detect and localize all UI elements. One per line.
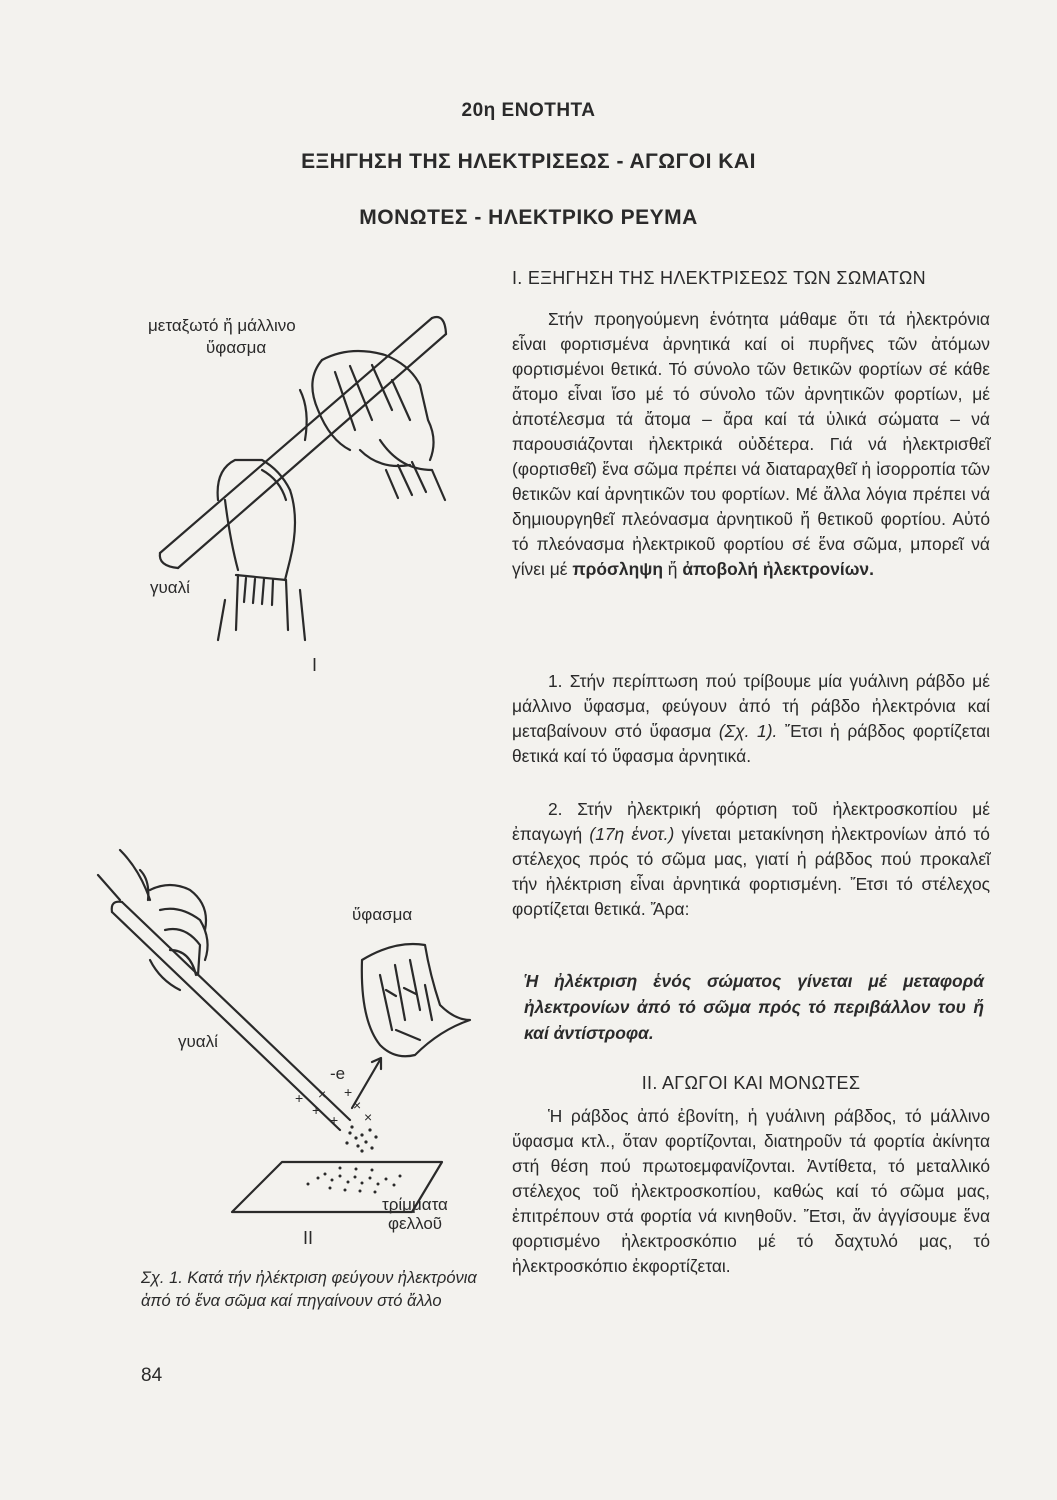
label-cloth-bottom: ὕφασμα — [352, 905, 413, 924]
item-2-tail: γίνεται μετακίνηση ἠλεκτρονίων ἀπό τό στέλεχος πρός τό σῶμα μας, γιατί ἡ ράβδος πού προκαλεῖ τήν ἠλέκτριση εἶναι ἀρνητικά φορτισμένη. Ἔτσι τό στέλεχος φορτίζεται θετικά. Ἄρα: — [512, 824, 990, 919]
intro-paragraph — [512, 307, 990, 582]
figure-part-i: I — [312, 655, 318, 675]
section-1-intro — [512, 307, 990, 582]
chapter-title-line-2: ΜΟΝΩΤΕΣ - ΗΛΕΚΤΡΙΚΟ ΡΕΥΜΑ — [359, 206, 698, 229]
svg-text:×: × — [318, 1086, 327, 1102]
figure-part-ii: II — [303, 1228, 314, 1248]
label-cloth-top: ὕφασμα — [206, 338, 267, 357]
hand-gripping-rod-illustration — [218, 460, 305, 640]
item-1-figure-ref: (Σχ. 1). — [718, 721, 778, 741]
item-1-paragraph — [512, 669, 990, 769]
glass-rod-top-illustration — [160, 317, 446, 568]
hand-with-cloth-illustration — [300, 351, 445, 500]
cork-particles — [307, 1125, 402, 1193]
intro-mid: ἤ — [667, 559, 678, 579]
key-rule: Ἡ ἠλέκτριση ἑνός σώματος γίνεται μέ μεταφορά ἠλεκτρονίων ἀπό τό σῶμα πρός τό περιβάλλον του ἤ καί ἀντίστροφα. — [524, 971, 984, 1043]
item-2-text: 2. Στήν ἠλεκτρική φόρτιση τοῦ ἠλεκτροσκοπίου μέ ἐπαγωγή — [512, 799, 990, 844]
page-number: 84 — [141, 1365, 163, 1386]
svg-text:+: + — [330, 1112, 339, 1128]
item-2 — [512, 797, 990, 922]
label-electron: -e — [330, 1064, 346, 1083]
svg-text:+: + — [295, 1090, 304, 1106]
svg-text:+: + — [344, 1084, 353, 1100]
label-glass-bottom: γυαλί — [178, 1032, 218, 1051]
glass-rod-bottom-illustration — [112, 902, 353, 1130]
svg-text:+: + — [312, 1102, 321, 1118]
section-1-heading: Ι. ΕΞΗΓΗΣΗ ΤΗΣ ΗΛΕΚΤΡΙΣΕΩΣ ΤΩΝ ΣΩΜΑΤΩΝ — [512, 268, 926, 288]
unit-heading: 20η ΕΝΟΤΗΤΑ — [461, 100, 596, 121]
svg-text:×: × — [353, 1097, 362, 1113]
figure-caption: Σχ. 1. Κατά τήν ἠλέκτριση φεύγουν ἠλεκτρόνια ἀπό τό ἕνα σῶμα καί πηγαίνουν στό ἄλλο — [141, 1269, 477, 1310]
label-glass-top: γυαλί — [150, 578, 190, 597]
item-2-unit-ref: (17η ἑνοτ.) — [589, 824, 675, 844]
section-2-body — [512, 1104, 990, 1279]
intro-bold-a: πρόσληψη — [572, 559, 663, 579]
item-1-text: 1. Στήν περίπτωση πού τρίβουμε μία γυάλινη ράβδο μέ μάλλινο ὕφασμα, φεύγουν ἀπό τή ράβδο ἠλεκτρόνια καί μεταβαίνουν στό ὕφασμα — [512, 671, 990, 741]
cloth-piece-illustration — [362, 944, 470, 1056]
section-2-paragraph: Ἡ ράβδος ἀπό ἐβονίτη, ἡ γυάλινη ράβδος, τό μάλλινο ὕφασμα κτλ., ὅταν φορτίζονται, διατηροῦν τά φορτία ἀκίνητα στή θέση πού πρωτοεμφανίζονται. Ἀντίθετα, τό μεταλλικό στέλεχος τοῦ ἠλεκτροσκοπίου, καθώς καί τό σῶμα μας, ἐπιτρέπουν στά φορτία νά κινηθοῦν. Ἔτσι, ἄν ἀγγίσουμε ἕνα φορτισμένο ἠλεκτροσκόπιο μέ τό δαχτυλό μας, τό ἠλεκτροσκόπιο ἐκφορτίζεται. — [512, 1106, 990, 1276]
chapter-title-line-1: ΕΞΗΓΗΣΗ ΤΗΣ ΗΛΕΚΤΡΙΣΕΩΣ - ΑΓΩΓΟΙ ΚΑΙ — [301, 150, 756, 173]
item-1-tail: Ἔτσι ἡ ράβδος φορτίζεται θετικά καί τό ὕφασμα ἀρνητικά. — [512, 721, 991, 766]
svg-text:×: × — [364, 1109, 373, 1125]
label-silk-or-wool: μεταξωτό ἤ μάλλινο — [148, 316, 296, 335]
intro-bold-b: ἀποβολή ἠλεκτρονίων. — [682, 559, 874, 579]
label-cork-particles: τρίμματα — [382, 1195, 448, 1214]
label-cork: φελλοῦ — [388, 1214, 443, 1233]
item-1 — [512, 669, 990, 769]
intro-text: Στήν προηγούμενη ἑνότητα μάθαμε ὅτι τά ἠλεκτρόνια εἶναι φορτισμένα ἀρνητικά καί οἱ πυρῆνες τῶν ἀτόμων φορτισμένοι θετικά. Τό σύνολο τῶν θετικῶν φορτίων σέ κάθε ἄτομο εἶναι ἴσο μέ τό σύνολο τῶν ἀρνητικῶν φορτίων, μέ ἀποτέλεσμα τά ἄτομα – ἄρα καί τά ὑλικά σώματα – νά παρουσιάζονται ἠλεκτρικά οὐδέτερα. Γιά νά ἠλεκτρισθεῖ (φορτισθεῖ) ἕνα σῶμα πρέπει νά διαταραχθεῖ ἡ ἰσορροπία τῶν θετικῶν καί ἀρνητικῶν του φορτίων. Μέ ἄλλα λόγια πρέπει νά δημιουργηθεῖ πλεόνασμα ἀρνητικοῦ ἤ θετικοῦ φορτίου. Αὐτό τό πλεόνασμα ἠλεκτρικοῦ φορτίου σέ ἕνα σῶμα, μπορεῖ νά γίνει μέ — [512, 309, 990, 579]
item-2-paragraph — [512, 797, 990, 922]
section-2-heading: ΙΙ. ΑΓΩΓΟΙ ΚΑΙ ΜΟΝΩΤΕΣ — [641, 1073, 861, 1093]
charge-marks — [295, 1084, 372, 1128]
